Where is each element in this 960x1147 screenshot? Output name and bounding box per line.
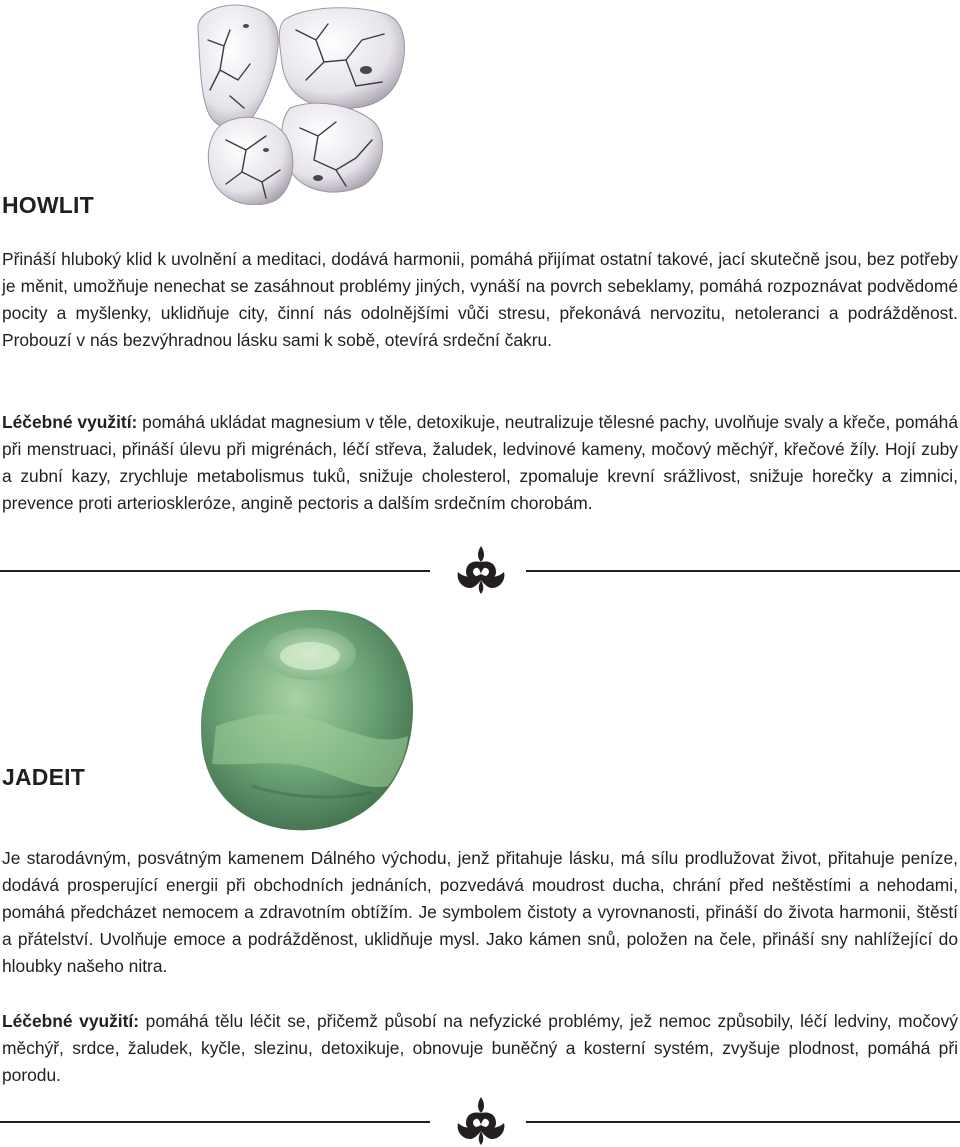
section-title-jadeit: JADEIT [2, 764, 85, 790]
divider-rule-left [0, 1121, 430, 1123]
howlit-stones-image [186, 0, 416, 205]
jadeit-stone-image [192, 596, 422, 836]
divider-rule-left [0, 570, 430, 572]
jadeit-description: Je starodávným, posvátným kamenem Dálného východu, jenž přitahuje lásku, má sílu prodlužovat život, přitahuje peníze, dodává prosperující energii při obchodních jednáních, pozvedává moudrost ducha, chrání před neštěstími a nehodami, pomáhá předcházet nemocem a zdravotním obtížím. Je symbolem čistoty a vyrovnanosti, přináší do života harmonii, štěstí a přátelství. Uvolňuje emoce a podrážděnost, uklidňuje mysl. Jako kámen snů, položen na čele, přináší sny nahlížející do hloubky našeho nitra. [2, 848, 958, 976]
howlit-description: Přináší hluboký klid k uvolnění a meditaci, dodává harmonii, pomáhá přijímat ostatní takové, jací skutečně jsou, bez potřeby je měnit, umožňuje nenechat se zasáhnout problémy jiných, vynáší na povrch sebeklamy, pomáhá rozpoznávat podvědomé pocity a myšlenky, uklidňuje city, činní nás odolnějšími vůči stresu, překonává nervozitu, netoleranci a podrážděnost. Probouzí v nás bezvýhradnou lásku sami k sobě, otevírá srdeční čakru. [2, 249, 958, 350]
howlit-healing-paragraph [2, 409, 958, 517]
flourish-ornament-icon [450, 544, 512, 596]
flourish-ornament-icon [450, 1095, 512, 1147]
healing-text: pomáhá ukládat magnesium v těle, detoxikuje, neutralizuje tělesné pachy, uvolňuje svaly a křeče, pomáhá při menstruaci, přináší úlevu při migrénách, léčí střeva, žaludek, ledvinové kameny, močový měchýř, křečové žíly. Hojí zuby a zubní kazy, zrychluje metabolismus tuků, snižuje cholesterol, zpomaluje krevní srážlivost, snižuje horečky a zimnici, prevence proti arterioskleróze, angině pectoris a dalším srdečním chorobám. [2, 412, 958, 513]
healing-label: Léčebné využití: [2, 1011, 140, 1031]
divider-rule-right [526, 1121, 960, 1123]
section-title-howlit: HOWLIT [2, 192, 94, 218]
healing-text: pomáhá tělu léčit se, přičemž působí na nefyzické problémy, jež nemoc způsobily, léčí ledviny, močový měchýř, srdce, žaludek, kyčle, slezinu, detoxikuje, obnovuje buněčný a kosterní systém, zvyšuje plodnost, pomáhá při porodu. [2, 1011, 958, 1085]
jadeit-healing-paragraph [2, 1008, 958, 1089]
divider-rule-right [526, 570, 960, 572]
section-divider [0, 544, 960, 596]
section-divider [0, 1095, 960, 1147]
healing-label: Léčebné využití: [2, 412, 138, 432]
